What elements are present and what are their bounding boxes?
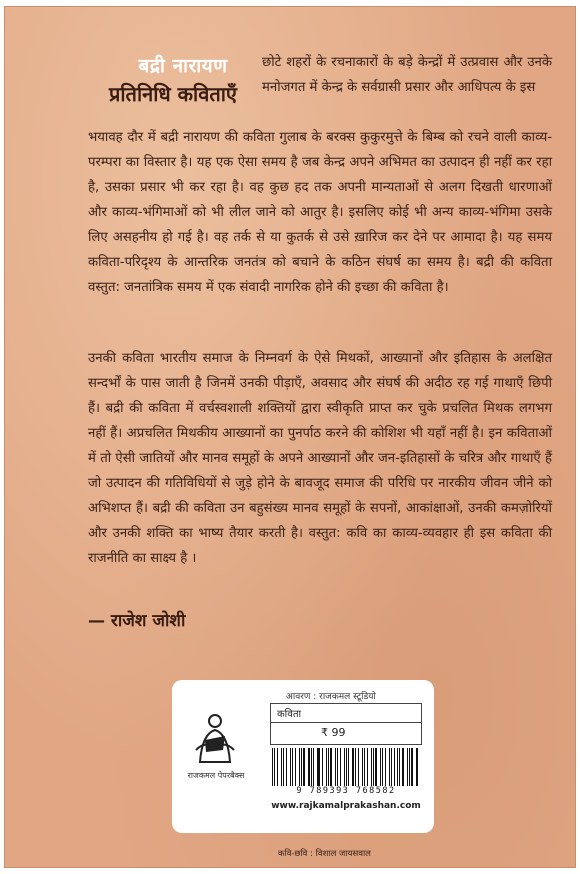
barcode-bar	[317, 748, 318, 786]
barcode-bar	[416, 748, 417, 786]
blurb-intro-top: छोटे शहरों के रचनाकारों के बड़े केन्द्रों में उत्प्रवास और उनके मनोजगत में केन्द्र के सर्वग्रासी प्रसार और आधिपत्य के इस	[262, 55, 552, 95]
price-divider	[271, 722, 421, 723]
barcode-bar	[364, 748, 365, 786]
barcode-bar	[326, 748, 327, 786]
barcode-bar	[318, 748, 319, 786]
barcode-bar	[290, 748, 291, 786]
barcode-bar	[313, 748, 314, 786]
barcode-bar	[373, 748, 374, 786]
blurb-intro-rest: भयावह दौर में बद्री नारायण की कविता गुलाब के बरक्स कुकुरमुत्ते के बिम्ब को रचने वाली काव्य-परम्परा का विस्तार है। यह एक ऐसा समय है जब केन्द्र अपने अभिमत का उत्पादन ही नहीं कर रहा है, उसका प्रसार भी कर रहा है। वह कुछ हद तक अपनी मान्यताओं से अलग दिखती धारणाओं और काव्य-भंगिमाओं को भी लील जाने को आतुर है। इसलिए कोई भी अन्य काव्य-भंगिमा उसके लिए असहनीय हो गई है। वह तर्क से या कुतर्क से उसे ख़ारिज कर देने पर आमादा है। यह समय कविता-परिदृश्य के आन्तरिक जनतंत्र को बचाने के कठिन संघर्ष का समय है। बद्री की कविता वस्तुत: जनतांत्रिक समय में एक संवादी नागरिक होने की इच्छा की कविता है।	[88, 130, 552, 295]
rajkamal-paperbacks-logo-icon	[186, 710, 244, 765]
barcode-bar	[371, 748, 372, 786]
barcode-bar	[394, 748, 395, 786]
barcode-bar	[272, 748, 273, 786]
barcode-bar	[335, 748, 336, 786]
isbn-number: 9 789393 768582	[296, 786, 396, 796]
barcode-bar	[299, 748, 300, 786]
barcode-bar	[358, 748, 359, 786]
barcode-bar	[382, 748, 383, 786]
barcode-bar	[292, 748, 293, 786]
barcode-bar	[411, 748, 412, 786]
barcode-bar	[399, 748, 400, 786]
barcode-icon	[272, 748, 420, 786]
barcode-bar	[274, 748, 275, 786]
barcode-bar	[303, 748, 304, 786]
barcode-bar	[344, 748, 345, 786]
barcode-bar	[352, 748, 354, 786]
barcode-bar	[355, 748, 356, 786]
barcode-bar	[385, 748, 386, 786]
barcode-bar	[337, 748, 338, 786]
barcode-bar	[330, 748, 332, 786]
price-panel	[270, 703, 422, 745]
barcode-bar	[389, 748, 390, 786]
barcode-bar	[367, 748, 368, 786]
barcode-bar	[417, 748, 418, 786]
price-label: ₹ 99	[321, 726, 346, 739]
barcode-bar	[380, 748, 381, 786]
barcode-bar	[311, 748, 312, 786]
barcode-bar	[308, 748, 310, 786]
book-title: प्रतिनिधि कविताएँ	[109, 82, 237, 106]
blurb-signature: — राजेश जोशी	[88, 611, 186, 631]
barcode-bar	[348, 748, 349, 786]
barcode-bar	[340, 748, 341, 786]
barcode-bar	[402, 748, 404, 786]
barcode-bar	[409, 748, 410, 786]
barcode-bar	[391, 748, 392, 786]
barcode-bar	[346, 748, 347, 786]
category-label: कविता	[277, 709, 302, 720]
barcode-bar	[295, 748, 296, 786]
barcode-bar	[362, 748, 363, 786]
cover-design-credit: आवरण : राजकमल स्टूडियो	[286, 692, 376, 702]
barcode-bar	[407, 748, 408, 786]
barcode-bar	[397, 748, 398, 786]
barcode-bar	[322, 748, 323, 786]
poet-photo-credit: कवि-छवि : विशाल जायसवाल	[278, 849, 371, 859]
barcode-bar	[286, 748, 288, 786]
barcode-bar	[301, 748, 302, 786]
author-name: बद्री नारायण	[138, 55, 228, 77]
publisher-name: राजकमल पेपरबैक्स	[187, 771, 245, 780]
blurb-paragraph-2: उनकी कविता भारतीय समाज के निम्नवर्ग के ऐसे मिथकों, आख्यानों और इतिहास के अलक्षित सन्दर्भों के पास जाती है जिनमें उनकी पीड़ाएँ, अवसाद और संघर्ष की अदीठ रह गई गाथाएँ छिपी हैं। बद्री की कविता में वर्चस्वशाली शक्तियों द्वारा स्वीकृति प्राप्त कर चुके प्रचलित मिथक लगभग नहीं हैं। अप्रचलित मिथकीय आख्यानों का पुनर्पाठ करने की कोशिश भी यहाँ नहीं है। इन कविताओं में तो ऐसी जातियों और मानव समूहों के अपने आख्यानों और जन-इतिहासों के चरित्र और गाथाएँ हैं जो उत्पादन की गतिविधियों से जुड़े होने के बावजूद समाज की परिधि पर नारकीय जीवन जीने को अभिशप्त हैं। बद्री की कविता उन बहुसंख्य मानव समूहों के सपनों, आकांक्षाओं, उनकी कमज़ोरियों और उनकी शक्ति का भाष्य तैयार करती है। वस्तुत: कवि का काव्य-व्यवहार ही इस कविता की राजनीति का साक्ष्य है ।	[88, 351, 552, 566]
barcode-bar	[328, 748, 329, 786]
barcode-bar	[281, 748, 282, 786]
publisher-website: www.rajkamalprakashan.com	[271, 801, 421, 811]
barcode-bar	[277, 748, 278, 786]
barcode-bar	[375, 748, 377, 786]
barcode-bar	[283, 748, 284, 786]
